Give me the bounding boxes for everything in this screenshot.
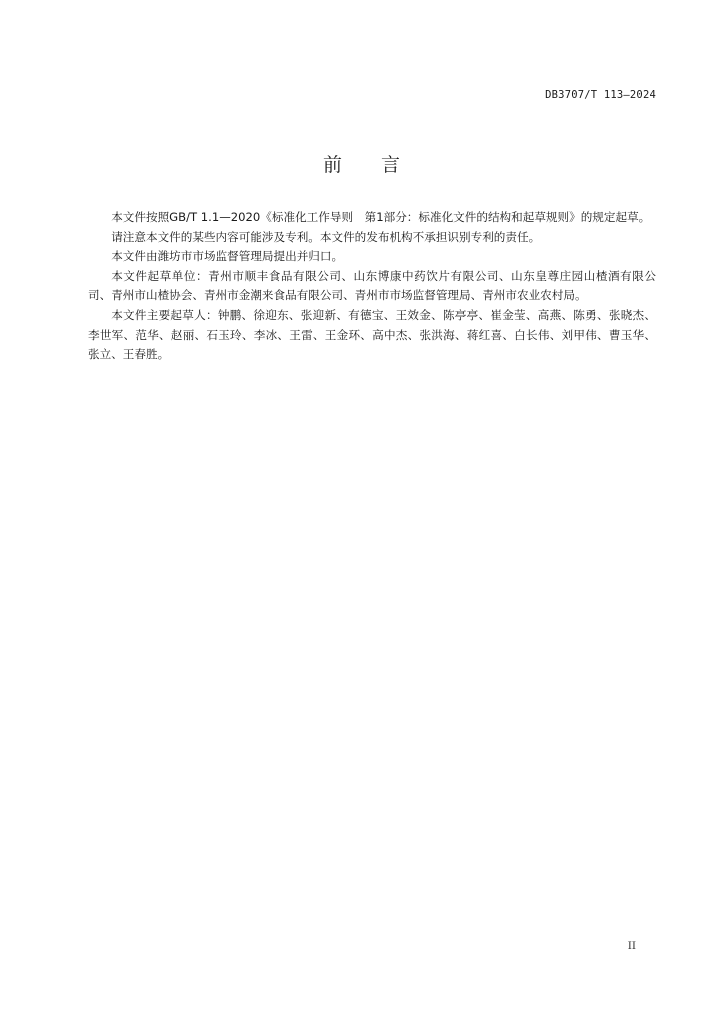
page-title <box>0 150 724 177</box>
paragraph-proposer: 本文件由潍坊市市场监督管理局提出并归口。 <box>111 249 344 264</box>
title-char-2: 言 <box>381 154 402 176</box>
paragraph-drafting-rules: 本文件按照GB/T 1.1—2020《标准化工作导则 第1部分：标准化文件的结构和起草规则》的规定起草。 <box>111 210 651 224</box>
paragraph-patent-notice: 请注意本文件的某些内容可能涉及专利。本文件的发布机构不承担识别专利的责任。 <box>111 229 541 244</box>
title-char-1: 前 <box>322 154 343 176</box>
page-number: II <box>627 940 636 952</box>
document-code: DB3707/T 113—2024 <box>545 89 656 101</box>
paragraph-drafting-units: 本文件起草单位：青州市顺丰食品有限公司、山东博康中药饮片有限公司、山东皇尊庄园山楂酒有限公司、青州市山楂协会、青州市金潮来食品有限公司、青州市市场监督管理局、青州市农业农村局。 <box>88 268 656 303</box>
foreword-body <box>88 208 656 365</box>
paragraph-drafters: 本文件主要起草人：钟鹏、徐迎东、张迎新、有德宝、王效金、陈亭亭、崔金莹、高燕、陈勇、张晓杰、李世军、范华、赵丽、石玉玲、李冰、王雷、王金环、高中杰、张洪海、蒋红喜、白长伟、刘甲伟、曹玉华、张立、王春胜。 <box>88 307 656 362</box>
